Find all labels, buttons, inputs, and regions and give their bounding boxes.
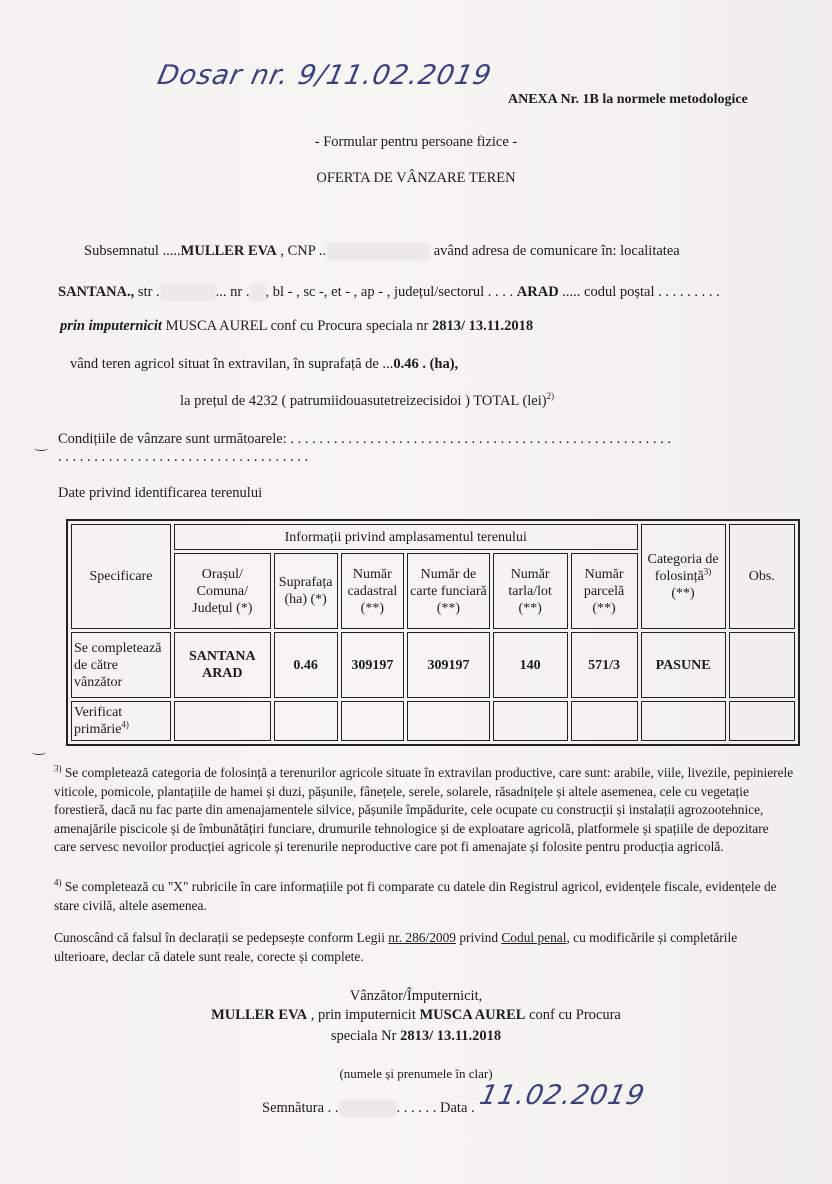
header-specificare: Specificare	[71, 524, 171, 629]
header-city: Orașul/ Comuna/ Județul (*)	[174, 553, 271, 629]
footnote-4: $^{4)}$ Se completează cu "X" rubricile în care informațiile pot fi comparate cu datele din Registrul agricol, evidențele fiscale, evidențele de stare civilă, altele asemenea.	[54, 877, 777, 913]
cell-verify-parcel	[571, 701, 638, 741]
cell-verify-category	[641, 701, 726, 741]
signer-document: speciala Nr 2813/ 13.11.2018	[330, 1028, 502, 1044]
land-area: 0.46 . (ha),	[393, 356, 459, 372]
conditions-continuation: . . . . . . . . . . . . . . . . . . . . . . . . . . . . . . . . . . .	[58, 449, 309, 465]
conditions-line: Condițiile de vânzare sunt următoarele: . . . . . . . . . . . . . . . . . . . . . . . . . . . . . . . . . . . . . . . . . . . . . . . . . . . . .	[58, 431, 671, 447]
cell-area: 0.46	[274, 632, 338, 698]
sale-line: vând teren agricol situat în extravilan, în suprafață de ...0.46 . (ha),	[70, 356, 459, 372]
price-line: la prețul de 4232 ( patrumiidouasutetreizecisidoi ) TOTAL (lei)$^{2)}$	[180, 391, 555, 409]
cell-verify-area	[274, 701, 338, 741]
header-cadastral: Număr cadastral (**)	[341, 553, 405, 629]
form-type: - Formular pentru persoane fizice -	[314, 134, 518, 150]
data-heading: Date privind identificarea terenului	[58, 485, 263, 501]
penal-code-link[interactable]: Codul penal	[501, 930, 567, 945]
cell-plot: 140	[493, 632, 568, 698]
locality: SANTANA.,	[58, 284, 135, 300]
identity-line: Subsemnatul .....MULLER EVA , CNP .. având adresa de comunicare în: localitatea	[84, 243, 680, 259]
handwritten-file-number: Dosar nr. 9/11.02.2019	[154, 60, 495, 91]
cell-city: SANTANA ARAD	[174, 632, 271, 698]
cell-verify-cadastral	[341, 701, 405, 741]
redacted-number	[250, 284, 266, 301]
row-verified-label: Verificat primărie$^{4)}$	[71, 701, 171, 741]
clear-name-note: (numele și prenumele în clar)	[339, 1066, 493, 1081]
legal-declaration: Cunoscând că falsul în declarații se pedepsește conform Legii nr. 286/2009 privind Codul penal, cu modificările și completările ulterioare, declar că datele sunt reale, corecte și complete.	[54, 930, 738, 964]
county: ARAD	[516, 284, 559, 300]
scan-mark-2	[32, 750, 46, 755]
header-parcel: Număr parcelă (**)	[571, 553, 638, 629]
cell-verify-obs	[729, 701, 795, 741]
signer-names: MULLER EVA , prin imputernicit MUSCA AUREL conf cu Procura	[211, 1007, 621, 1023]
redacted-cnp	[326, 243, 430, 260]
handwritten-date: 11.02.2019	[476, 1080, 648, 1111]
footnote-3: $^{3)}$ Se completează categoria de folosință a terenurilor agricole situate în extravilan productive, care sunt: arabile, viile, livezile, pepinierele viticole, pomicole, plantațiile de hamei și duzi, pășunile, fânețele, serele, solarele, răsadnițele și altele asemenea, cele cu vegetație forestieră, dacă nu fac parte din amenajamentele silvice, pășunile împădurite, cele ocupate cu construcții și instalații agrozootehnice, amenajările piscicole și de îmbunătățiri funciare, drumurile tehnologice și de exploatare agricolă, platformele și spațiile de depozitare care servesc nevoilor producției agricole și terenurile neproductive care pot fi amenajate și folosite pentru producția agricolă.	[54, 763, 794, 854]
cell-verify-landbook	[407, 701, 490, 741]
redacted-street	[160, 284, 216, 301]
proxy-document: 2813/ 13.11.2018	[432, 318, 534, 334]
header-obs: Obs.	[729, 524, 795, 629]
signature-line: Semnătura . . . . . . . . Data .	[262, 1100, 475, 1116]
scan-mark	[34, 446, 48, 451]
proxy-line: prin imputernicit MUSCA AUREL conf cu Procura speciala nr 2813/ 13.11.2018	[60, 318, 534, 334]
cell-landbook: 309197	[407, 632, 490, 698]
document-title: OFERTA DE VÂNZARE TEREN	[316, 170, 516, 186]
row-seller-label: Se completează de către vânzător	[71, 632, 171, 698]
proxy-label: prin imputernicit	[60, 318, 162, 334]
header-plot: Număr tarla/lot (**)	[493, 553, 568, 629]
redacted-signature	[339, 1100, 397, 1117]
cell-verify-plot	[493, 701, 568, 741]
cell-obs	[729, 632, 795, 698]
header-landbook: Număr de carte funciară (**)	[407, 553, 490, 629]
annex-heading: ANEXA Nr. 1B la normele metodologice	[508, 92, 748, 107]
cell-verify-city	[174, 701, 271, 741]
cell-parcel: 571/3	[571, 632, 638, 698]
land-identification-table	[66, 519, 800, 746]
cell-category: PASUNE	[641, 632, 726, 698]
cell-cadastral: 309197	[341, 632, 405, 698]
header-category: Categoria de folosință$^{3)}$ (**)	[641, 524, 726, 629]
header-area: Suprafața (ha) (*)	[274, 553, 338, 629]
seller-name: MULLER EVA	[180, 243, 277, 259]
address-line: SANTANA., str . ... nr . , bl - , sc -, et - , ap - , județul/sectorul . . . . ARAD ..... codul poștal . . . . . . . . .	[58, 284, 720, 300]
signer-role: Vânzător/Împuternicit,	[349, 988, 483, 1004]
law-link[interactable]: nr. 286/2009	[388, 930, 456, 945]
header-location-group: Informații privind amplasamentul terenului	[174, 524, 638, 550]
